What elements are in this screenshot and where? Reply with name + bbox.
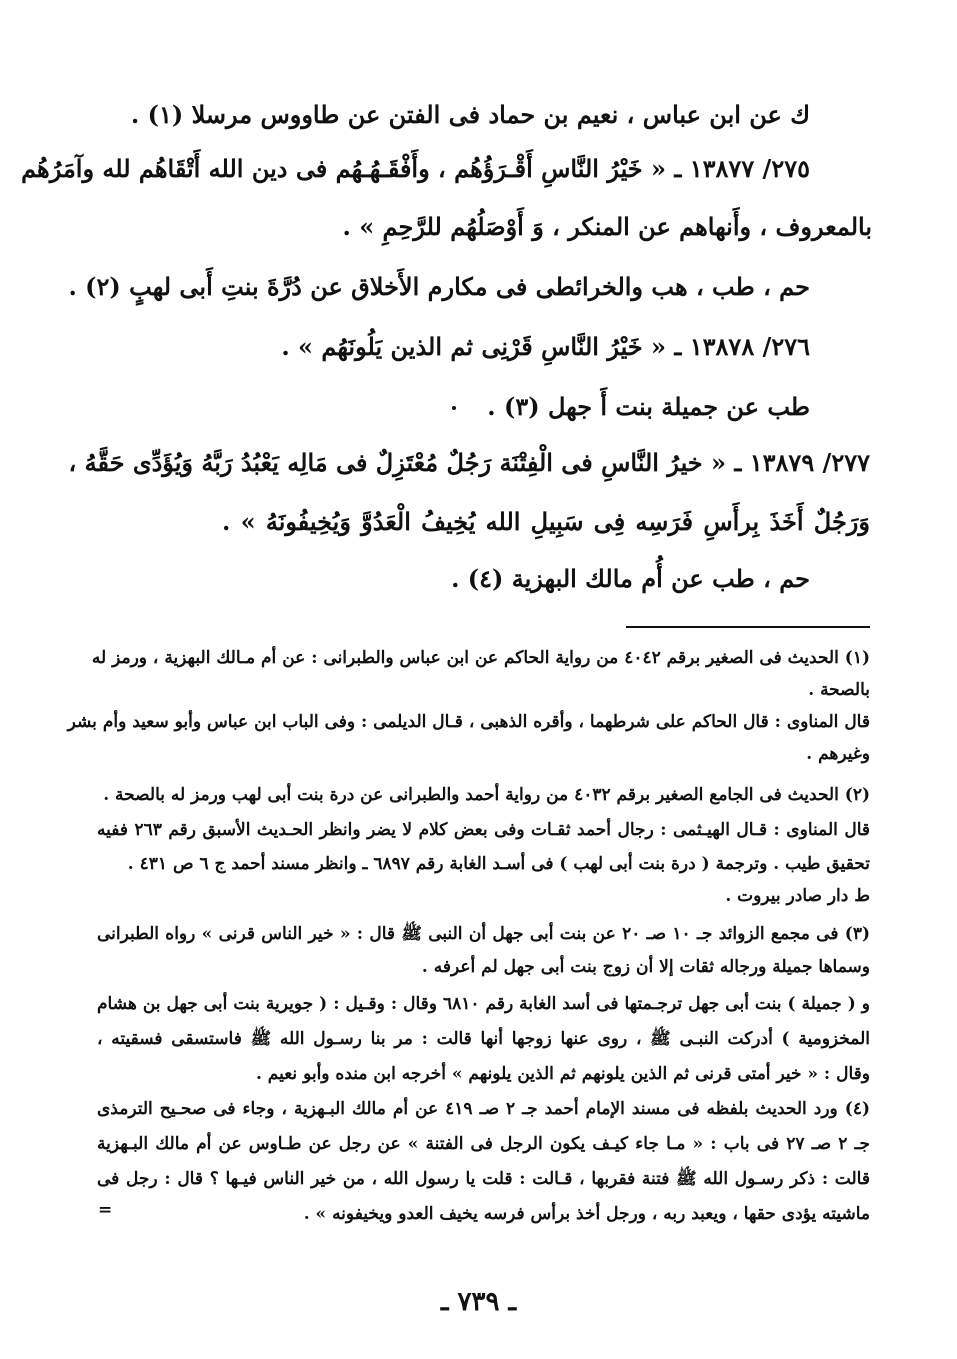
main-line-1: ك عن ابن عباس ، نعيم بن حماد فى الفتن عن طاووس مرسلا (١) .: [130, 100, 810, 129]
main-line-7: ٢٧٧/ ١٣٨٧٩ ـ « خيرُ النَّاسِ فى الْفِتْنَة رَجُلٌ مُعْتَزِلٌ فى مَالِه يَعْبُدُ رَبَّهُ وَيُؤَدِّى حَقَّهُ ،: [68, 448, 870, 477]
stray-dot: [452, 406, 456, 410]
footnote-line-11: و ( جميلة ) بنت أبى جهل ترجـمتها فى أسد الغابة رقم ٦٨١٠ وقال : وقـيل : ( جويرية بنت أبى جهل بن هشام: [97, 994, 870, 1014]
footnote-line-7: تحقيق طيب . وترجمة ( درة بنت أبى لهب ) فى أسـد الغابة رقم ٦٨٩٧ ـ وانظر مسند أحمد ج ٦ ص ٤٣١ .: [127, 854, 870, 874]
main-line-9: حم ، طب عن أُم مالك البهزية (٤) .: [451, 564, 810, 593]
footnote-line-2: بالصحة .: [808, 680, 870, 700]
page-number: ـ ٧٣٩ ـ: [440, 1287, 517, 1317]
main-line-4: حم ، طب ، هب والخرائطى فى مكارم الأَخلاق عن دُرَّةَ بنتِ أَبى لهبٍ (٢) .: [68, 272, 810, 301]
footnote-line-14: (٤) ورد الحديث بلفظه فى مسند الإمام أحمد جـ ٢ صـ ٤١٩ عن أم مالك البـهزية ، وجاء فى صحـيح الترمذى: [97, 1099, 870, 1119]
footnote-line-15: جـ ٢ صـ ٢٧ فى باب : « مـا جاء كيـف يكون الرجل فى الفتنة » عن رجل عن طـاوس عن أم مالك البـهزية: [97, 1134, 870, 1154]
footnote-line-9: (٣) فى مجمع الزوائد جـ ١٠ صـ ٢٠ عن بنت أبى جهل أن النبى ﷺ قال : « خير الناس قرنى » رواه الطبرانى: [97, 924, 870, 944]
continuation-mark: =: [98, 1200, 113, 1220]
footnote-line-4: وغيرهم .: [806, 744, 870, 764]
footnote-line-10: وسماها جميلة ورجاله ثقات إلا أن زوج بنت أبى جهل لم أعرفه .: [421, 957, 870, 977]
footnote-line-12: المخزومية ) أدركت النبـى ﷺ ، روى عنها زوجها أنها قالت : مر بنا رسـول الله ﷺ فاستسقى فسقيته ،: [97, 1029, 870, 1049]
footnote-line-5: (٢) الحديث فى الجامع الصغير برقم ٤٠٣٢ من رواية أحمد والطبرانى عن درة بنت أبى لهب ورمز له بالصحة .: [103, 785, 870, 805]
footnote-line-6: قال المناوى : قـال الهيـثمى : رجال أحمد ثقـات وفى بعض كلام لا يضر وانظر الحـديث الأسبق رقم ٢٦٣ ففيه: [97, 820, 870, 840]
footnote-line-17: ماشيته يؤدى حقها ، ويعبد ربه ، ورجل أخذ برأس فرسه يخيف العدو ويخيفونه » .: [303, 1204, 870, 1224]
footnote-line-13: وقال : « خير أمتى قرنى ثم الذين يلونهم ثم الذين يلونهم » أخرجه ابن منده وأبو نعيم .: [255, 1064, 870, 1084]
main-line-6: طب عن جميلة بنت أَ جهل (٣) .: [487, 392, 810, 421]
footnote-separator: [626, 626, 870, 628]
main-line-2: ٢٧٥/ ١٣٨٧٧ ـ « خَيْرُ النَّاسِ أَقْـرَؤُهُم ، وأَفْقَـهُـهُم فى دين الله أَتْقَاهُم لله وآمَرُهُم: [21, 154, 810, 183]
main-line-8: وَرَجُلٌ أَخَذَ بِرأَسِ فَرَسِه فِى سَبِيلِ الله يُخِيفُ الْعَدُوَّ وَيُخِيفُونَهُ » .: [222, 507, 870, 536]
main-line-3: بالمعروف ، وأَنهاهم عن المنكر ، وَ أَوْصَلُهُم للرَّحِمِ » .: [342, 212, 872, 241]
main-line-5: ٢٧٦/ ١٣٨٧٨ ـ « خَيْرُ النَّاسِ قَرْنِى ثم الذين يَلُونَهُم » .: [281, 332, 810, 361]
footnote-line-1: (١) الحديث فى الصغير برقم ٤٠٤٢ من رواية الحاكم عن ابن عباس والطبرانى : عن أم مـالك البهزية ، ورمز له: [91, 648, 870, 668]
footnote-line-3: قال المناوى : قال الحاكم على شرطهما ، وأقره الذهبى ، قـال الديلمى : وفى الباب ابن عباس وأبو سعيد وأم بشر: [67, 712, 870, 732]
footnote-line-16: قالت : ذكر رسـول الله ﷺ فتنة فقربها ، قـالت : قلت يا رسول الله ، من خير الناس فيـها ؟ قال : رجل فى: [97, 1169, 870, 1189]
footnote-line-8: ط دار صادر بيروت .: [725, 886, 870, 906]
